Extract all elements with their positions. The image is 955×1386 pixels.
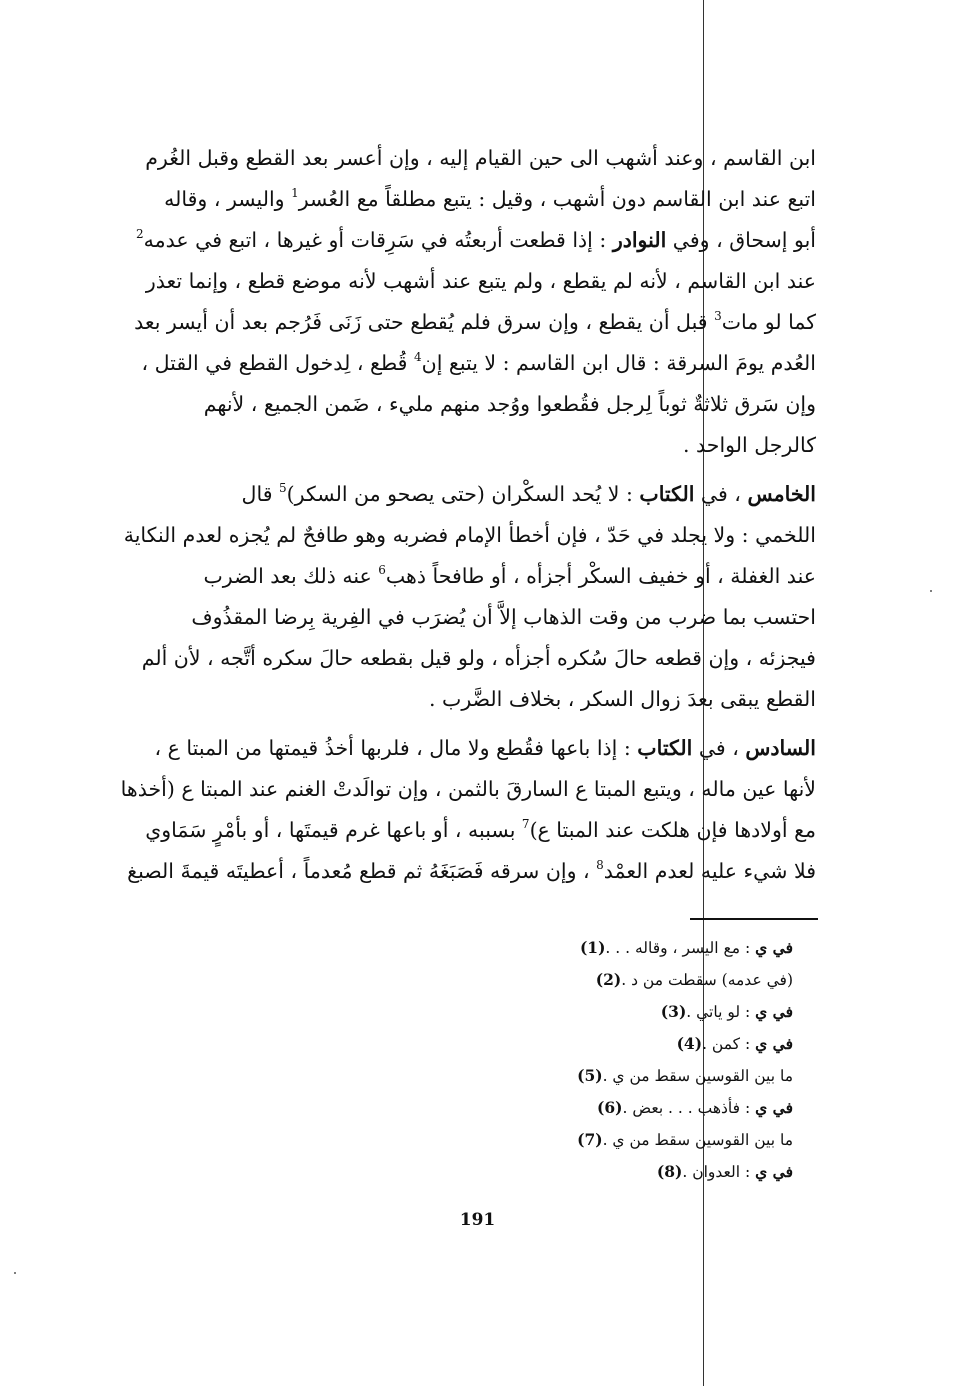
text-run: كالرجل الواحد . (683, 433, 816, 457)
text-run: قُطع ، لِدخول القطع في القتل ، (141, 351, 415, 375)
footnote-body: : كمن . (702, 1035, 756, 1053)
footnote-number: (8) (656, 1162, 683, 1181)
footnote-source: في ي (755, 938, 793, 957)
footnote-number: (6) (597, 1098, 623, 1117)
text-line (138, 138, 816, 179)
text-run: واليسر ، وقاله (164, 187, 292, 211)
text-line (120, 769, 816, 810)
text-run: اللخمي : ولا يجلد في حَدّ ، فإن أخطأ الإمام فضربه وهو طافحٌ لم يُجزه لعدم النكاية (123, 523, 816, 547)
paragraph (120, 728, 816, 892)
footnote-body: : العدوان . (682, 1163, 756, 1181)
footnote-source: في ي (755, 1162, 793, 1181)
text-line (138, 810, 816, 851)
text-run: اتبع عند ابن القاسم دون أشهب ، وقيل : يتبع مطلقاً مع العُسر (298, 187, 816, 211)
section-heading: الكتاب (639, 482, 695, 506)
footnotes (420, 932, 815, 1188)
footnote-separator (690, 918, 818, 920)
text-line (138, 384, 816, 425)
text-run: عند الغفلة ، أو خفيف السكْر أجزأه ، أو طافحاً ذهب (385, 564, 816, 588)
footnote (420, 964, 815, 996)
paragraph (134, 138, 816, 466)
footnote-ref: 1 (291, 186, 299, 200)
footnote-ref: 3 (714, 309, 722, 323)
footnote-number: (1) (579, 938, 606, 957)
footnote-text (623, 1092, 816, 1124)
text-line (138, 179, 816, 220)
text-run: ، وإن سرقه فَصَبَغَهُ ثم قطع مُعدماً ، أعطيتَه قيمةَ الصبغ (127, 859, 597, 883)
text-line (138, 261, 816, 302)
footnote-text (682, 1156, 815, 1188)
footnote-ref: 4 (414, 350, 422, 364)
footnote-body: : مع اليسر ، وقاله . . . (605, 939, 756, 957)
scan-speck (930, 590, 932, 592)
text-run: عند ابن القاسم ، لأنه لم يقطع ، ولم يتبع عند أشهب لأنه موضع قطع ، وإنما تعذر (145, 269, 816, 293)
footnote-number: (2) (595, 970, 622, 989)
text-run: فيجزئه ، وإن قطعه حالَ سُكره أجزأه ، ولو قيل بقطعه حالَ سكره أتَّجه ، لأن ألم (141, 646, 816, 670)
text-run: فلا شيء عليه لعدم العمْد (603, 859, 816, 883)
footnote-ref: 2 (136, 227, 144, 241)
footnote-body: (في عدمه) سقطت من د . (621, 971, 793, 989)
text-line (138, 474, 816, 515)
footnote (420, 1156, 815, 1188)
text-run: قال (241, 482, 280, 506)
text-line (138, 343, 816, 384)
footnote-source: في ي (755, 1002, 793, 1021)
text-line (138, 728, 816, 769)
text-run: ابن القاسم ، وعند أشهب الى حين القيام إليه ، وإن أعسر بعد القطع وقبل الغُرم (145, 146, 816, 170)
text-line (138, 638, 816, 679)
footnote-text (605, 932, 815, 964)
section-heading: السادس (745, 736, 816, 760)
section-heading: الكتاب (637, 736, 693, 760)
text-run: العُدم يومَ السرقة : قال ابن القاسم : لا يتبع إن (421, 351, 816, 375)
text-run: كما لو مات (721, 310, 816, 334)
text-line (127, 851, 816, 892)
footnote-number: (3) (660, 1002, 687, 1021)
text-run: القطع يبقى بعدَ زوال السكر ، بخلاف الضَّرب . (428, 687, 816, 711)
footnote-text (621, 964, 815, 996)
footnote-source: في ي (755, 1098, 793, 1117)
paragraph (123, 474, 816, 720)
footnote (420, 1060, 815, 1092)
footnote-ref: 7 (521, 817, 530, 831)
text-line (138, 220, 816, 261)
text-run: عنه ذلك بعد الضرب (203, 564, 379, 588)
text-line (138, 425, 816, 466)
footnote (420, 932, 815, 964)
text-line (138, 679, 816, 720)
text-run: مع أولادها فإن هلكت عند المبتا ع) (529, 818, 816, 842)
footnote-ref: 6 (378, 563, 386, 577)
footnote-body: ما بين القوسين سقط من ي . (602, 1067, 793, 1085)
text-line (138, 556, 816, 597)
section-heading: الخامس (747, 482, 816, 506)
footnote-number: (5) (577, 1066, 603, 1085)
text-run: بسببه ، أو باعها غرم قيمتَها ، أو بأمْرٍ سَمَاوي (145, 818, 522, 842)
footnote (420, 1028, 815, 1060)
text-run: أبو إسحاق ، وفي (666, 228, 816, 252)
footnote-text (603, 1060, 815, 1092)
section-heading: النوادر (612, 228, 667, 252)
footnote-number: (7) (577, 1130, 603, 1149)
footnote-number: (4) (676, 1034, 703, 1053)
text-run: ، في (694, 482, 748, 506)
footnote-ref: 8 (596, 858, 604, 872)
text-run: : إذا قطعت أربعتُه في سَرِقات أو غيرها ، اتبع في عدمه (143, 228, 613, 252)
text-run: وإن سَرق ثلاثةٌ ثوباً لِرجل فقُطعوا ووُجد منهم مليء ، ضَمن الجميع ، لأنهم (203, 392, 816, 416)
text-line (123, 515, 816, 556)
footnote-body: ما بين القوسين سقط من ي . (602, 1131, 793, 1149)
text-run: : إذا باعها فقُطع ولا مال ، فلربها أخذُ قيمتها من المبتا ع ، (154, 736, 638, 760)
page-number: 191 (459, 1210, 496, 1230)
text-run: لأنها عين ماله ، ويتبع المبتا ع السارقَ بالثمن ، وإن توالَدتْ الغنم عند المبتا ع (أخذها (120, 777, 816, 801)
footnote-ref: 5 (279, 481, 287, 495)
main-text (120, 138, 816, 900)
footnote (420, 1124, 815, 1156)
footnote-body: : فأذهب . . . بعض . (622, 1099, 756, 1117)
footnote (420, 996, 815, 1028)
footnote-text (702, 1028, 815, 1060)
scan-speck (14, 1272, 16, 1274)
text-run: : لا يُحد السكْران (حتى يصحو من السكر) (286, 482, 640, 506)
footnote-source: في ي (755, 1034, 793, 1053)
footnote (420, 1092, 815, 1124)
text-run: قبل أن يقطع ، وإن سرق فلم يُقطع حتى زَنَى فَرُجم بعد أن أيسر بعد (134, 310, 715, 334)
text-run: ، في (692, 736, 746, 760)
footnote-body: : لو ياتي . (686, 1003, 756, 1021)
footnote-text (686, 996, 815, 1028)
text-line (134, 302, 816, 343)
footnote-text (603, 1124, 815, 1156)
text-run: احتسب بما ضرب من وقت الذهاب إلاَّ أن يُضرَب في الفِرية بِرضا المقذُوف (191, 605, 816, 629)
text-line (138, 597, 816, 638)
